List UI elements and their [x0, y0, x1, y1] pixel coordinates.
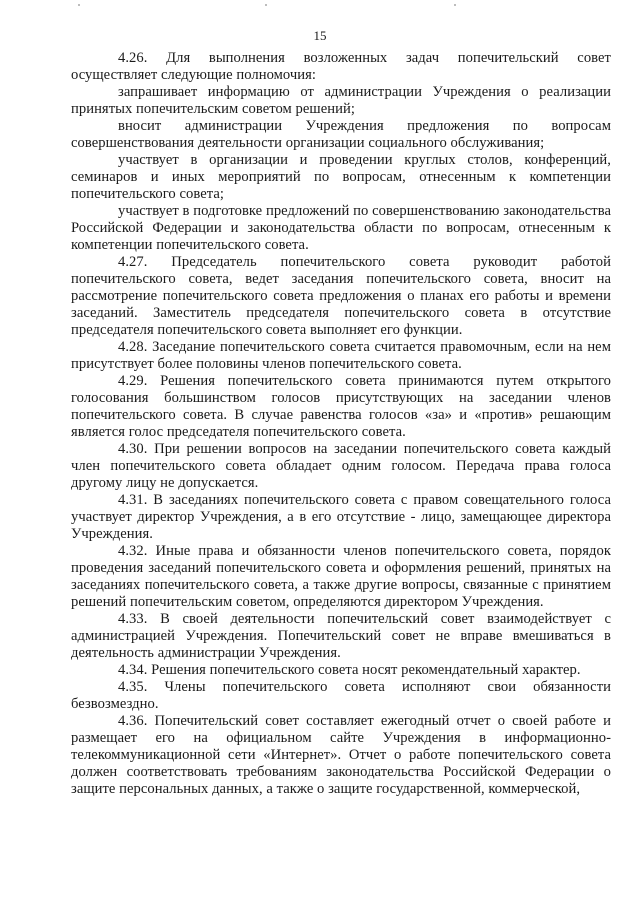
paragraph-4-36: 4.36. Попечительский совет составляет ежегодный отчет о своей работе и размещает его на официальном сайте Учреждения в информационно-телекоммуникационной сети «Интернет». Отчет о работе попечительского совета должен соответствовать требованиям законодательства Российской Федерации о защите персональных данных, а также о защите государственной, коммерческой, [71, 713, 611, 797]
scan-artifact [265, 4, 267, 6]
paragraph-4-29: 4.29. Решения попечительского совета принимаются путем открытого голосования большинством голосов присутствующих на заседании членов попечительского совета. В случае равенства голосов «за» и «против» решающим является голос председателя попечительского совета. [71, 373, 611, 440]
page-number: 15 [313, 28, 327, 43]
list-item-round-tables: участвует в организации и проведении круглых столов, конференций, семинаров и иных мероприятий по вопросам, отнесенным к компетенции попечительского совета; [71, 152, 611, 202]
list-item-submit-proposals: вносит администрации Учреждения предложения по вопросам совершенствования деятельности организации социального обслуживания; [71, 118, 611, 151]
paragraph-4-31: 4.31. В заседаниях попечительского совета с правом совещательного голоса участвует директор Учреждения, а в его отсутствие - лицо, замещающее директора Учреждения. [71, 492, 611, 542]
scan-artifact [454, 4, 456, 6]
paragraph-4-27: 4.27. Председатель попечительского совета руководит работой попечительского совета, ведет заседания попечительского совета, вносит на рассмотрение попечительского совета предложения о планах его работы и времени заседаний. Заместитель председателя попечительского совета в отсутствие председателя попечительского совета выполняет его функции. [71, 254, 611, 338]
list-item-request-info: запрашивает информацию от администрации Учреждения о реализации принятых попечительским советом решений; [71, 84, 611, 117]
paragraph-4-32: 4.32. Иные права и обязанности членов попечительского совета, порядок проведения заседаний попечительского совета и оформления решений, принятых на заседаниях попечительского совета, а также другие вопросы, связанные с принятием решений попечительским советом, определяются директором Учреждения. [71, 543, 611, 610]
paragraph-4-34: 4.34. Решения попечительского совета носят рекомендательный характер. [118, 662, 581, 678]
paragraph-4-26: 4.26. Для выполнения возложенных задач попечительский совет осуществляет следующие полномочия: [71, 50, 611, 83]
paragraph-4-30: 4.30. При решении вопросов на заседании попечительского совета каждый член попечительского совета обладает одним голосом. Передача права голоса другому лицу не допускается. [71, 441, 611, 491]
scan-artifact [78, 4, 80, 6]
paragraph-4-33: 4.33. В своей деятельности попечительский совет взаимодействует с администрацией Учреждения. Попечительский совет не вправе вмешиваться в деятельность администрации Учреждения. [71, 611, 611, 661]
paragraph-4-35: 4.35. Члены попечительского совета исполняют свои обязанности безвозмездно. [71, 679, 611, 712]
document-body [71, 50, 611, 798]
list-item-legislation: участвует в подготовке предложений по совершенствованию законодательства Российской Федерации и законодательства области по вопросам, отнесенным к компетенции попечительского совета. [71, 203, 611, 253]
paragraph-4-28: 4.28. Заседание попечительского совета считается правомочным, если на нем присутствует более половины членов попечительского совета. [71, 339, 611, 372]
